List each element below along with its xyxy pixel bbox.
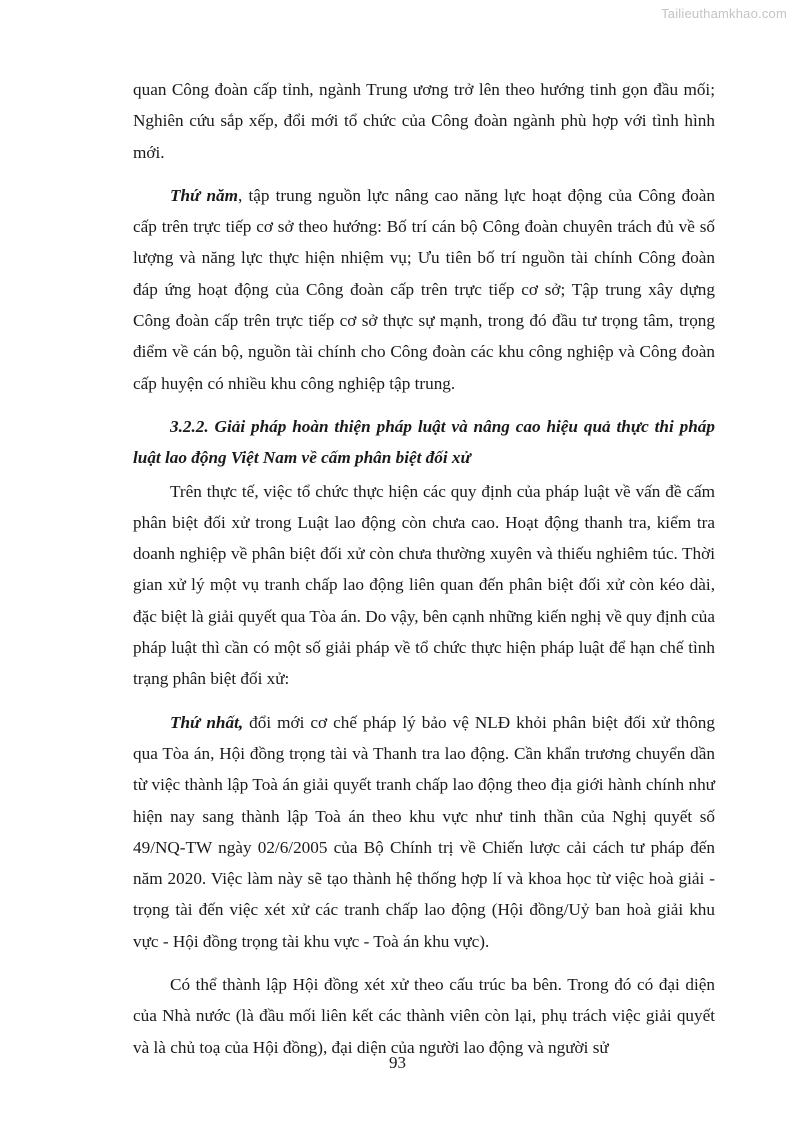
document-body [133,74,715,1075]
paragraph-text: đổi mới cơ chế pháp lý bảo vệ NLĐ khỏi phân biệt đối xử thông qua Tòa án, Hội đồng trọng tài và Thanh tra lao động. Cần khẩn trương chuyển dần từ việc thành lập Toà án giải quyết tranh chấp lao động theo địa giới hành chính như hiện nay sang thành lập Toà án theo khu vực như tinh thần của Nghị quyết số 49/NQ-TW ngày 02/6/2005 của Bộ Chính trị về Chiến lược cải cách tư pháp đến năm 2020. Việc làm này sẽ tạo thành hệ thống hợp lí và khoa học từ việc hoà giải - trọng tài đến việc xét xử các tranh chấp lao động (Hội đồng/Uỷ ban hoà giải khu vực - Hội đồng trọng tài khu vực - Toà án khu vực). [133,712,715,951]
paragraph-text: Có thể thành lập Hội đồng xét xử theo cấu trúc ba bên. Trong đó có đại diện của Nhà nước (là đầu mối liên kết các thành viên còn lại, phụ trách việc giải quyết và là chủ toạ của Hội đồng), đại diện của người lao động và người sử [133,975,715,1057]
watermark-text: Tailieuthamkhao.com [661,6,787,21]
paragraph-thu-nam [133,180,715,399]
paragraph-tren-thuc-te [133,476,715,695]
paragraph-lead: Thứ nhất, [170,712,244,732]
paragraph-continuation [133,74,715,168]
page-number: 93 [389,1053,406,1072]
paragraph-text: Trên thực tế, việc tổ chức thực hiện các quy định của pháp luật về vấn đề cấm phân biệt đối xử trong Luật lao động còn chưa cao. Hoạt động thanh tra, kiểm tra doanh nghiệp về phân biệt đối xử còn chưa thường xuyên và thiếu nghiêm túc. Thời gian xử lý một vụ tranh chấp lao động liên quan đến phân biệt đối xử còn kéo dài, đặc biệt là giải quyết qua Tòa án. Do vậy, bên cạnh những kiến nghị về quy định của pháp luật thì cần có một số giải pháp về tổ chức thực hiện pháp luật để hạn chế tình trạng phân biệt đối xử: [133,481,715,689]
paragraph-text: quan Công đoàn cấp tỉnh, ngành Trung ương trở lên theo hướng tinh gọn đầu mối; Nghiên cứu sắp xếp, đổi mới tổ chức của Công đoàn ngành phù hợp với tình hình mới. [133,80,715,162]
paragraph-text: , tập trung nguồn lực nâng cao năng lực hoạt động của Công đoàn cấp trên trực tiếp cơ sở theo hướng: Bố trí cán bộ Công đoàn chuyên trách đủ về số lượng và năng lực thực hiện nhiệm vụ; Ưu tiên bố trí nguồn tài chính Công đoàn đáp ứng hoạt động của Công đoàn cấp trên trực tiếp cơ sở; Tập trung xây dựng Công đoàn cấp trên trực tiếp cơ sở thực sự mạnh, trong đó đầu tư trọng tâm, trọng điểm về cán bộ, nguồn tài chính cho Công đoàn các khu công nghiệp và Công đoàn cấp huyện có nhiều khu công nghiệp tập trung. [133,185,715,393]
section-heading: 3.2.2. Giải pháp hoàn thiện pháp luật và nâng cao hiệu quả thực thi pháp luật lao động Việt Nam về cấm phân biệt đối xử [133,416,715,468]
paragraph-hoi-dong [133,969,715,1063]
paragraph-thu-nhat [133,707,715,957]
paragraph-lead: Thứ năm [170,185,239,205]
